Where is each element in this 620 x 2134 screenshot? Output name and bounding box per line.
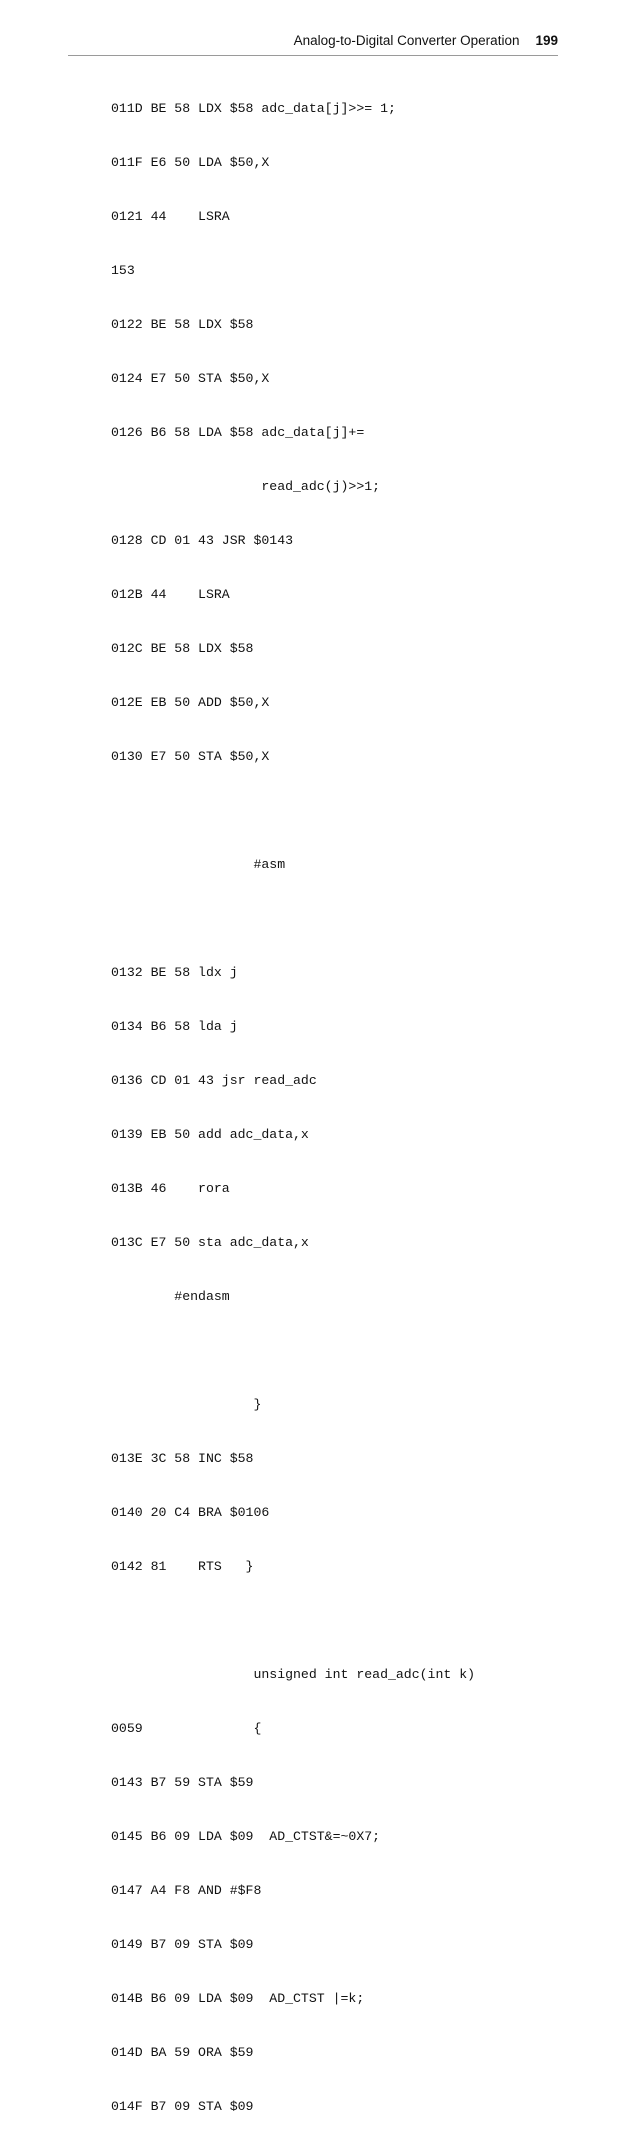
listing-line: } — [111, 1397, 262, 1412]
listing-line: 012C BE 58 LDX $58 — [111, 641, 254, 656]
listing-line: 0122 BE 58 LDX $58 — [111, 317, 254, 332]
listing-line: read_adc(j)>>1; — [111, 479, 381, 494]
listing-line — [111, 910, 475, 928]
listing-line: 0121 44 LSRA — [111, 209, 230, 224]
listing-line: 0140 20 C4 BRA $0106 — [111, 1505, 270, 1520]
listing-line: 0142 81 RTS } — [111, 1559, 254, 1574]
listing-line: unsigned int read_adc(int k) — [111, 1667, 476, 1682]
listing-line: 0132 BE 58 ldx j — [111, 965, 238, 980]
listing-line: #endasm — [111, 1289, 230, 1304]
listing-line: 0130 E7 50 STA $50,X — [111, 749, 270, 764]
listing-line: #asm — [111, 857, 286, 872]
listing-line: 0136 CD 01 43 jsr read_adc — [111, 1073, 317, 1088]
assembly-listing — [111, 64, 475, 2134]
listing-line: 0149 B7 09 STA $09 — [111, 1937, 254, 1952]
listing-line: 011D BE 58 LDX $58 adc_data[j]>>= 1; — [111, 101, 396, 116]
listing-line: 012B 44 LSRA — [111, 587, 230, 602]
listing-line: 0147 A4 F8 AND #$F8 — [111, 1883, 262, 1898]
listing-line: 013E 3C 58 INC $58 — [111, 1451, 254, 1466]
listing-line: 011F E6 50 LDA $50,X — [111, 155, 270, 170]
running-head-title: Analog-to-Digital Converter Operation — [293, 33, 520, 48]
listing-line — [111, 1342, 475, 1360]
header-rule — [68, 55, 558, 56]
listing-line: 0059 { — [111, 1721, 262, 1736]
listing-line: 013C E7 50 sta adc_data,x — [111, 1235, 309, 1250]
running-head — [294, 33, 558, 48]
listing-line: 014B B6 09 LDA $09 AD_CTST |=k; — [111, 1991, 365, 2006]
listing-line: 0134 B6 58 lda j — [111, 1019, 238, 1034]
listing-line — [111, 802, 475, 820]
listing-line: 014F B7 09 STA $09 — [111, 2099, 254, 2114]
listing-line: 0128 CD 01 43 JSR $0143 — [111, 533, 294, 548]
page-number: 199 — [535, 33, 558, 48]
listing-line: 153 — [111, 263, 135, 278]
listing-line: 0124 E7 50 STA $50,X — [111, 371, 270, 386]
listing-line: 012E EB 50 ADD $50,X — [111, 695, 270, 710]
listing-line: 0143 B7 59 STA $59 — [111, 1775, 254, 1790]
listing-line — [111, 1612, 475, 1630]
listing-line: 0145 B6 09 LDA $09 AD_CTST&=~0X7; — [111, 1829, 381, 1844]
listing-line: 0139 EB 50 add adc_data,x — [111, 1127, 309, 1142]
listing-line: 0126 B6 58 LDA $58 adc_data[j]+= — [111, 425, 365, 440]
listing-line: 013B 46 rora — [111, 1181, 230, 1196]
listing-line: 014D BA 59 ORA $59 — [111, 2045, 254, 2060]
